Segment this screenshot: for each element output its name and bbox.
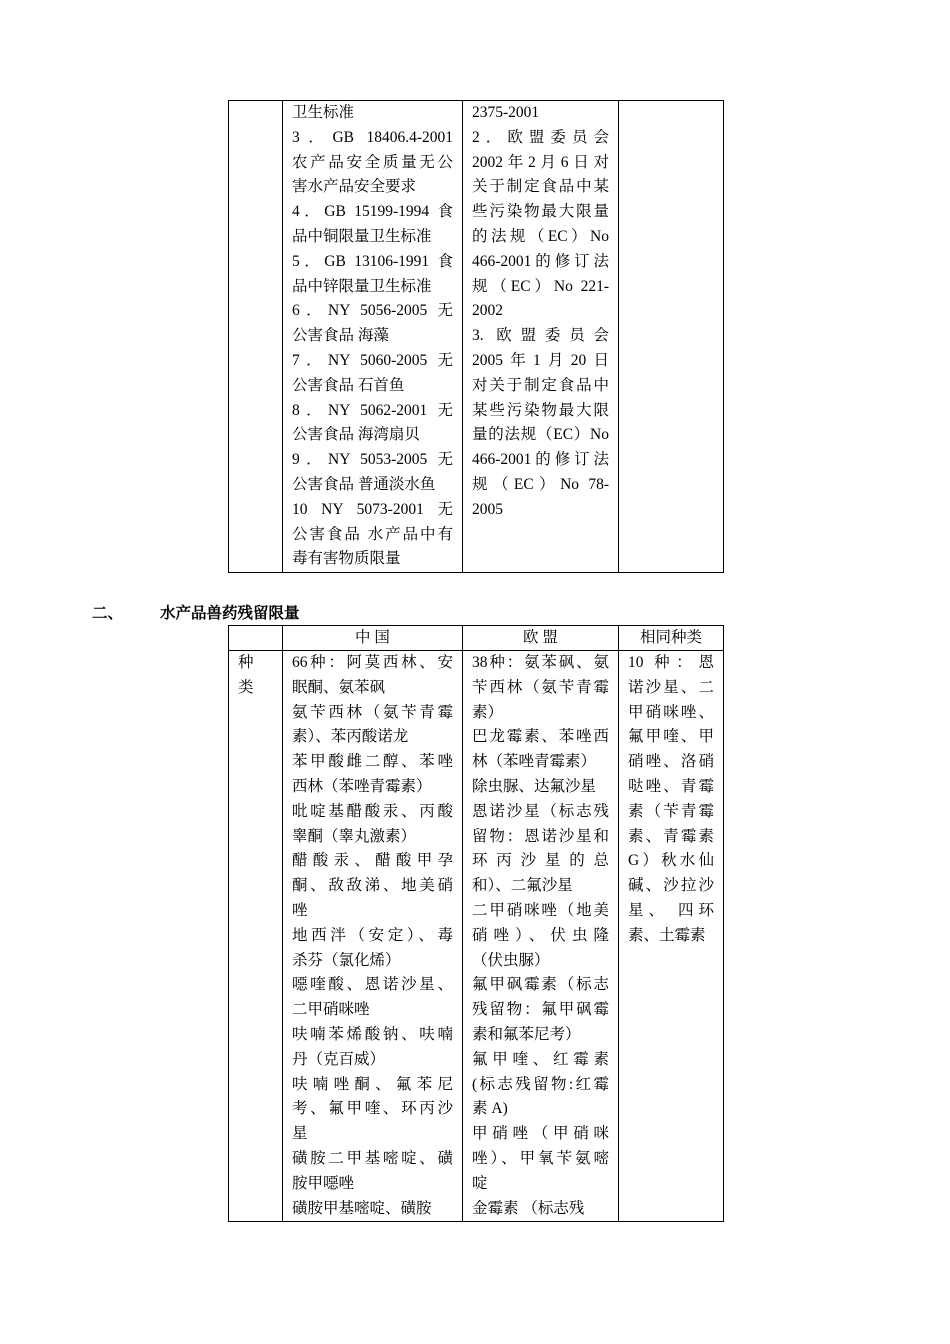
table1-label-cell [229, 101, 283, 573]
text-line: 啶 [472, 1174, 488, 1192]
text-line: 地西泮（安定）、毒 [292, 926, 453, 944]
table-header-row [229, 626, 724, 651]
paragraph [238, 651, 273, 701]
text-line: 考、氟甲喹、环丙沙 [292, 1100, 453, 1118]
text-line: 素）、苯丙酸诺龙 [292, 728, 409, 746]
text-line: 2005年1月20日 [472, 351, 609, 369]
text-line: 呋喃苯烯酸钠、呋喃 [292, 1025, 453, 1043]
paragraph [292, 1147, 453, 1197]
text-line: 唑 [292, 901, 308, 919]
text-line: 吡啶基醋酸汞、丙酸 [292, 802, 453, 820]
text-line: 眠酮、氨苯砜 [292, 678, 386, 696]
text-line: 残留物：氟甲砜霉 [472, 1001, 609, 1019]
text-line: 林（苯唑青霉素） [472, 753, 597, 771]
text-line: 466-2001的修订法 [472, 252, 609, 270]
text-line: 公害食品 海湾扇贝 [292, 426, 420, 444]
text-line: 金霉素 （标志残 [472, 1199, 585, 1217]
text-line: 恩诺沙星（标志残 [472, 802, 609, 820]
paragraph [292, 1023, 453, 1073]
text-line: 氟甲砜霉素（标志 [472, 976, 609, 994]
text-line: 农产品安全质量无公 [292, 153, 453, 171]
text-line: 品中锌限量卫生标准 [292, 277, 432, 295]
text-line: 规（EC）No 78- [472, 475, 609, 493]
eu-drugs-cell [463, 651, 619, 1222]
section-number: 二、 [92, 604, 124, 622]
text-line: 素） [472, 703, 504, 721]
china-drugs-cell [283, 651, 463, 1222]
header-cell-eu: 欧 盟 [463, 626, 619, 651]
section-heading [92, 603, 492, 625]
paragraph [292, 399, 453, 449]
text-line: 环丙沙星的总 [472, 852, 609, 870]
text-line: 诺沙星、二 [628, 678, 714, 696]
paragraph [292, 101, 453, 126]
text-line: 38种：氨苯砜、氨 [472, 654, 609, 671]
text-line: 素 A) [472, 1100, 508, 1118]
text-line: 甲硝唑（甲硝咪 [472, 1125, 609, 1143]
table1-china-cell [283, 101, 463, 573]
text-line: 公害食品 水产品中有 [292, 525, 453, 543]
paragraph [292, 924, 453, 974]
text-line: 星、 四环 [628, 901, 714, 919]
table-row [229, 651, 724, 1222]
text-line: （伏虫脲） [472, 951, 550, 969]
text-line: 10 种：恩 [628, 654, 714, 671]
text-line: 除虫脲、达氟沙星 [472, 777, 597, 795]
text-line: 害水产品安全要求 [292, 178, 417, 196]
text-line: 西林（苯唑青霉素） [292, 777, 432, 795]
text-line: G）秋水仙 [628, 852, 714, 870]
table1-common-cell [619, 101, 724, 573]
text-line: 醋酸汞、醋酸甲孕 [292, 852, 453, 870]
text-line: 巴龙霉素、苯唑西 [472, 728, 609, 746]
paragraph [472, 973, 609, 1047]
text-line: 的法规（EC）No [472, 227, 609, 245]
text-line: 种 [238, 654, 254, 671]
text-line: 某些污染物最大限 [472, 401, 609, 419]
text-line: 些污染物最大限量 [472, 203, 609, 221]
text-line: 硝唑）、伏虫隆 [472, 926, 609, 944]
text-line: 2002 [472, 302, 503, 320]
paragraph [628, 651, 714, 949]
text-line: 碱、沙拉沙 [628, 877, 714, 895]
text-line: 466-2001的修订法 [472, 451, 609, 469]
paragraph [292, 1197, 453, 1222]
text-line: 酮、敌敌涕、地美硝 [292, 877, 453, 895]
paragraph [472, 899, 609, 973]
paragraph [292, 800, 453, 850]
text-line: 留物：恩诺沙星和 [472, 827, 609, 845]
text-line: 6．NY 5056-2005 无 [292, 302, 453, 320]
text-line: 9．NY 5053-2005 无 [292, 451, 453, 469]
paragraph [472, 1197, 609, 1222]
paragraph [472, 775, 609, 800]
text-line: 唑）、甲氧苄氨嘧 [472, 1149, 609, 1167]
text-line: 7．NY 5060-2005 无 [292, 351, 453, 369]
paragraph [292, 126, 453, 200]
veterinary-drug-residue-table [228, 625, 724, 1222]
paragraph [472, 800, 609, 899]
text-line: 对关于制定食品中 [472, 376, 609, 394]
text-line: 胺甲噁唑 [292, 1174, 355, 1192]
text-line: 品中铜限量卫生标准 [292, 227, 432, 245]
text-line: 公害食品 海藻 [292, 327, 389, 345]
paragraph [292, 1073, 453, 1147]
paragraph [292, 498, 453, 572]
paragraph [472, 1122, 609, 1196]
paragraph [292, 973, 453, 1023]
text-line: 和）、二氟沙星 [472, 877, 573, 895]
paragraph [292, 200, 453, 250]
text-line: 2002年2月6日对 [472, 153, 609, 171]
text-line: 毒有害物质限量 [292, 550, 401, 568]
text-line: 4．GB 15199-1994 食 [292, 203, 453, 221]
text-line: 呋喃唑酮、氟苯尼 [292, 1075, 453, 1093]
paragraph [292, 750, 453, 800]
paragraph [292, 701, 453, 751]
text-line: 磺胺甲基嘧啶、磺胺 [292, 1199, 432, 1217]
text-line: 睾酮（睾丸激素） [292, 827, 417, 845]
text-line: (标志残留物:红霉 [472, 1075, 609, 1093]
text-line: 关于制定食品中某 [472, 178, 609, 196]
paragraph [292, 349, 453, 399]
text-line: 素（苄青霉 [628, 802, 714, 820]
paragraph [472, 651, 609, 725]
text-line: 二甲硝咪唑 [292, 1001, 370, 1019]
table1-eu-cell [463, 101, 619, 573]
text-line: 硝唑、洛硝 [628, 753, 714, 771]
text-line: 3. 欧盟委员会 [472, 327, 609, 345]
text-line: 卫生标准 [292, 104, 355, 121]
text-line: 10 NY 5073-2001 无 [292, 500, 453, 518]
contaminant-standards-table [228, 100, 724, 573]
common-drugs-cell [619, 651, 724, 1222]
paragraph [292, 849, 453, 923]
text-line: 3．GB 18406.4-2001 [292, 128, 453, 146]
paragraph [292, 651, 453, 701]
header-cell-common: 相同种类 [619, 626, 724, 651]
text-line: 甲硝咪唑、 [628, 703, 714, 721]
text-line: 杀芬（氯化烯） [292, 951, 401, 969]
text-line: 苯甲酸雌二醇、苯唑 [292, 753, 453, 771]
paragraph [472, 725, 609, 775]
text-line: 2005 [472, 500, 503, 518]
text-line: 规（EC）No 221- [472, 277, 609, 295]
text-line: 2375-2001 [472, 104, 540, 121]
text-line: 2．欧盟委员会 [472, 128, 609, 146]
paragraph [472, 1048, 609, 1122]
text-line: 星 [292, 1125, 308, 1143]
header-cell-china: 中 国 [283, 626, 463, 651]
header-cell-blank [229, 626, 283, 651]
text-line: 丹（克百威） [292, 1050, 386, 1068]
paragraph [292, 448, 453, 498]
category-label-cell [229, 651, 283, 1222]
section-title: 水产品兽药残留限量 [160, 604, 300, 622]
text-line: 二甲硝咪唑（地美 [472, 901, 609, 919]
paragraph [472, 324, 609, 522]
text-line: 素、土霉素 [628, 926, 706, 944]
paragraph [472, 101, 609, 126]
text-line: 氟甲喹、红霉素 [472, 1050, 609, 1068]
text-line: 氨苄西林（氨苄青霉 [292, 703, 453, 721]
text-line: 素和氟苯尼考） [472, 1025, 581, 1043]
text-line: 公害食品 石首鱼 [292, 376, 405, 394]
text-line: 5．GB 13106-1991 食 [292, 252, 453, 270]
paragraph [472, 126, 609, 324]
text-line: 氟甲喹、甲 [628, 728, 714, 746]
text-line: 类 [238, 678, 254, 696]
paragraph [292, 299, 453, 349]
text-line: 磺胺二甲基嘧啶、磺 [292, 1149, 453, 1167]
text-line: 量的法规（EC）No [472, 426, 609, 444]
text-line: 公害食品 普通淡水鱼 [292, 475, 436, 493]
text-line: 66种：阿莫西林、安 [292, 654, 453, 671]
text-line: 哒唑、青霉 [628, 777, 714, 795]
paragraph [292, 250, 453, 300]
text-line: 素、青霉素 [628, 827, 714, 845]
table-row [229, 101, 724, 573]
text-line: 8．NY 5062-2001 无 [292, 401, 453, 419]
text-line: 苄西林（氨苄青霉 [472, 678, 609, 696]
text-line: 噁喹酸、恩诺沙星、 [292, 976, 453, 994]
